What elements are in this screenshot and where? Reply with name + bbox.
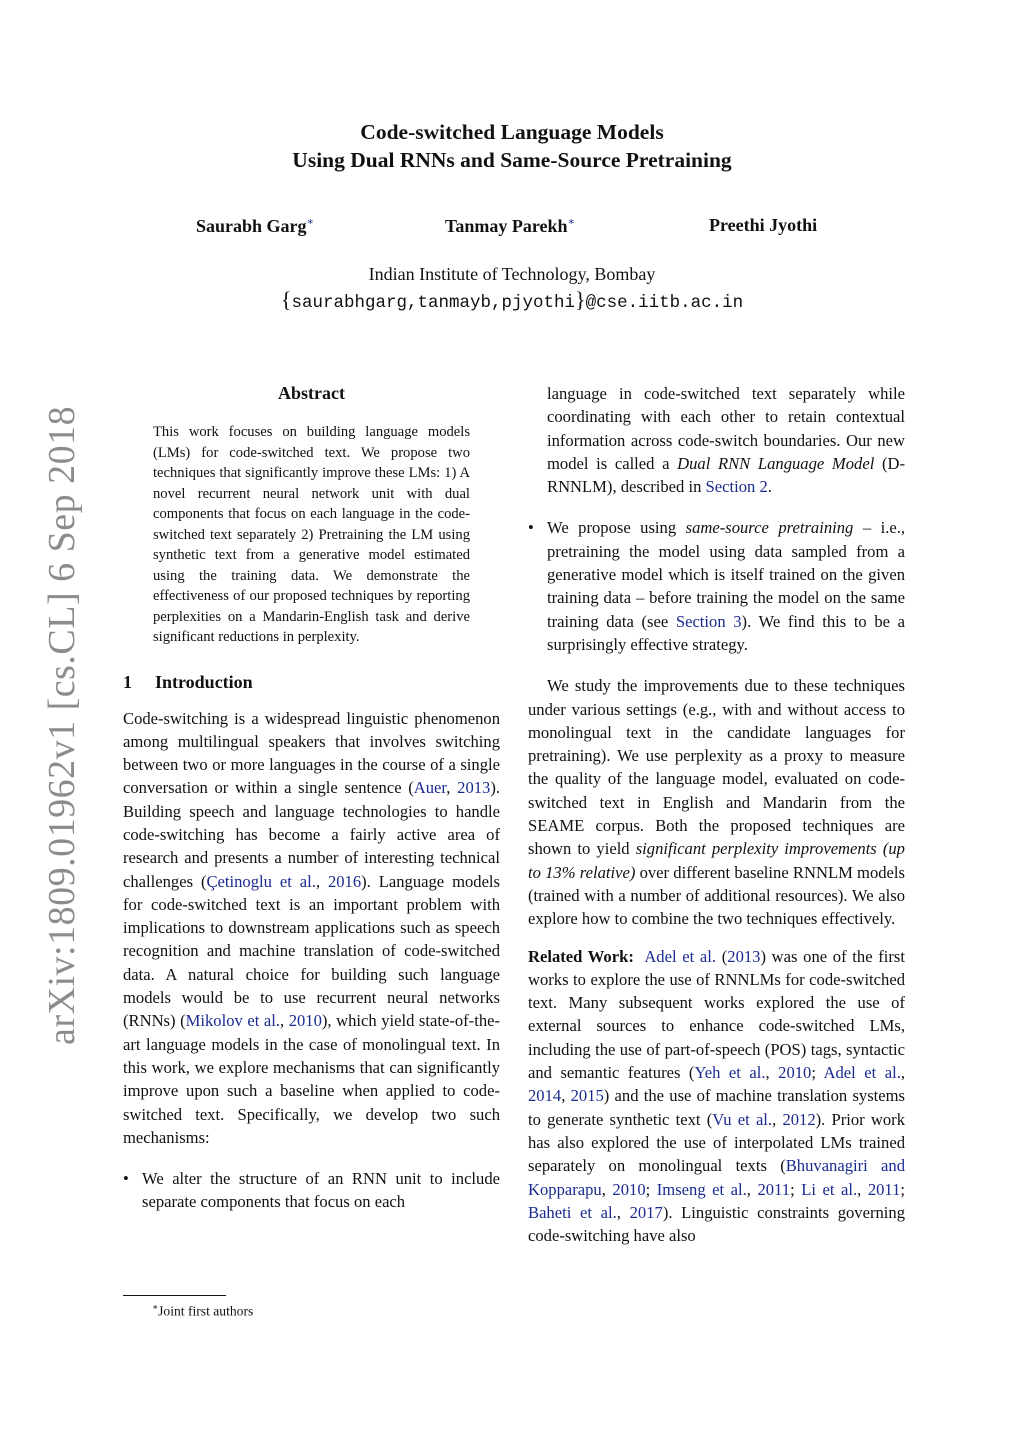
abstract-heading: Abstract (278, 383, 345, 403)
bullet-dual-rnn-start: • We alter the structure of an RNN unit to include separate components that focus on each (123, 1169, 500, 1212)
related-work-paragraph: Related Work: Adel et al. (2013) was one of the first works to explore the use of RNNLMs for code-switched text. Many subsequent works explored the use of external sources to enhance code-switched LMs, including the use of part-of-speech (POS) tags, syntactic and semantic features (Yeh et al., 2010; Adel et al., 2014, 2015) and the use of machine translation systems to generate synthetic text (Vu et al., 2012). Prior work has also explored the use of interpolated LMs trained separately on monolingual texts (Bhuvanagiri and Kopparapu, 2010; Imseng et al., 2011; Li et al., 2011; Baheti et al., 2017). Linguistic constraints governing code-switching have also (528, 946, 906, 1246)
section-title: Introduction (155, 671, 253, 692)
affiliation-block (0, 262, 1024, 316)
title-line-2: Using Dual RNNs and Same-Source Pretraining (292, 148, 732, 172)
abstract-body: This work focuses on building language models (LMs) for code-switched text. We propose two techniques that significantly improve these LMs: 1) A novel recurrent neural network unit with dual components that focus on each language in the code-switched text separately 2) Pretraining the LM using synthetic text from a generative model estimated using the training data. We demonstrate the effectiveness of our proposed techniques by reporting perplexities on a Mandarin-English task and derive significant reductions in perplexity. (153, 424, 470, 645)
citation-year-link[interactable]: 2017 (629, 1202, 663, 1222)
citation-link[interactable]: Vu et al. (712, 1109, 773, 1129)
citation-link[interactable]: Bhuvanagiri and Kopparapu (528, 1156, 906, 1199)
citation-link[interactable]: Auer (413, 778, 447, 798)
arxiv-stamp: arXiv:1809.01962v1 [cs.CL] 6 Sep 2018 (41, 405, 83, 1045)
model-name-emphasis: Dual RNN Language Model (677, 453, 875, 473)
bullet-same-source-pretraining: • We propose using same-source pretraining – i.e., pretraining the model using data sampled from a generative model which is itself trained on the given training data – before training the model on the same training data (see Section 3). We find this to be a surprisingly effective strategy. (528, 518, 906, 654)
footnote (152, 1298, 253, 1321)
paper-title (0, 118, 1024, 174)
title-line-1: Code-switched Language Models (360, 120, 664, 144)
citation-link[interactable]: Imseng et al. (656, 1179, 747, 1199)
email-line (0, 287, 1024, 316)
right-column (528, 382, 905, 1247)
citation-year-link[interactable]: 2010 (288, 1011, 322, 1031)
intro-paragraph-2: We study the improvements due to these techniques under various settings (e.g., with and without access to monolingual text in the candidate languages for pretraining). We use perplexity as a proxy to measure the quality of the language model, evaluated on code-switched text in English and Mandarin from the SEAME corpus. Both the proposed techniques are shown to yield significant perplexity improvements (up to 13% relative) over different baseline RNNLM models (trained with a number of additional resources). We also explore how to combine the two techniques effectively. (528, 676, 905, 929)
email-brace-close: } (575, 287, 586, 312)
technique-emphasis: same-source pretraining (685, 518, 854, 538)
citation-year-link[interactable]: 2010 (778, 1063, 812, 1083)
bullet-dot: • (528, 518, 534, 538)
footnote-mark: ∗ (152, 1302, 159, 1312)
citation-year-link[interactable]: 2010 (612, 1179, 646, 1199)
citation-link[interactable]: Mikolov et al. (185, 1011, 280, 1031)
author-footnote-mark[interactable]: ∗ (567, 216, 576, 228)
citation-year-link[interactable]: 2016 (327, 871, 362, 891)
citation-link[interactable]: Adel et al. (644, 946, 717, 966)
citation-link[interactable]: Li et al. (801, 1179, 858, 1199)
email-names: saurabhgarg,tanmayb,pjyothi (291, 293, 575, 313)
citation-link[interactable]: Yeh et al. (694, 1063, 766, 1083)
section-number: 1 (123, 671, 132, 692)
related-work-runin: Related Work: (528, 946, 634, 966)
citation-year-link[interactable]: 2013 (727, 946, 761, 966)
citation-year-link[interactable]: 2011 (757, 1179, 791, 1199)
citation-year-link[interactable]: 2014 (528, 1086, 562, 1106)
intro-paragraph-1: Code-switching is a widespread linguistic phenomenon among multilingual speakers that involves switching between two or more languages in the course of a single conversation or within a single sentence (Auer, 2013). Building speech and language technologies to handle code-switching has become a fairly active area of research and presents a number of interesting technical challenges (Çetinoglu et al., 2016). Language models for code-switched text is an important problem with implications to downstream applications such as speech recognition and machine translation of code-switched data. A natural choice for building such language models would be to use recurrent neural networks (RNNs) (Mikolov et al., 2010), which yield state-of-the-art language models in the case of monolingual text. In this work, we explore mechanisms that can significantly improve upon such a baseline when applied to code-switched text. Specifically, we develop two such mechanisms: (123, 708, 501, 1147)
citation-link[interactable]: Çetinoglu et al. (206, 871, 316, 891)
author-1 (196, 215, 314, 237)
author-list (0, 215, 1024, 239)
citation-year-link[interactable]: 2015 (570, 1086, 604, 1106)
footnote-text: Joint first authors (158, 1303, 254, 1319)
section-2-link[interactable]: Section 2 (705, 477, 768, 497)
author-2 (445, 215, 575, 237)
section-3-link[interactable]: Section 3 (675, 611, 742, 631)
citation-year-link[interactable]: 2011 (867, 1179, 901, 1199)
email-domain: @cse.iitb.ac.in (585, 293, 744, 313)
citation-link[interactable]: Adel et al. (823, 1063, 901, 1083)
author-footnote-mark[interactable]: ∗ (306, 216, 315, 228)
citation-link[interactable]: Baheti et al. (528, 1202, 617, 1222)
affiliation: Indian Institute of Technology, Bombay (368, 264, 656, 284)
author-name: Saurabh Garg (196, 216, 307, 236)
author-name: Preethi Jyothi (709, 215, 818, 235)
citation-year-link[interactable]: 2013 (457, 778, 491, 798)
author-name: Tanmay Parekh (445, 216, 568, 236)
bullet-dual-rnn-continued: language in code-switched text separately while coordinating with each other to retain contextual information across code-switch boundaries. Our new model is called a Dual RNN Language Model (D-RNNLM), described in Section 2. (547, 384, 905, 497)
author-3 (709, 215, 817, 236)
section-heading-introduction (123, 672, 500, 693)
result-emphasis: significant perplexity improvements (up to 13% relative) (528, 839, 905, 882)
citation-year-link[interactable]: 2012 (782, 1109, 816, 1129)
left-column (123, 380, 500, 1214)
email-brace-open: { (280, 287, 292, 312)
footnote-divider (123, 1295, 226, 1296)
bullet-dot: • (123, 1169, 129, 1189)
